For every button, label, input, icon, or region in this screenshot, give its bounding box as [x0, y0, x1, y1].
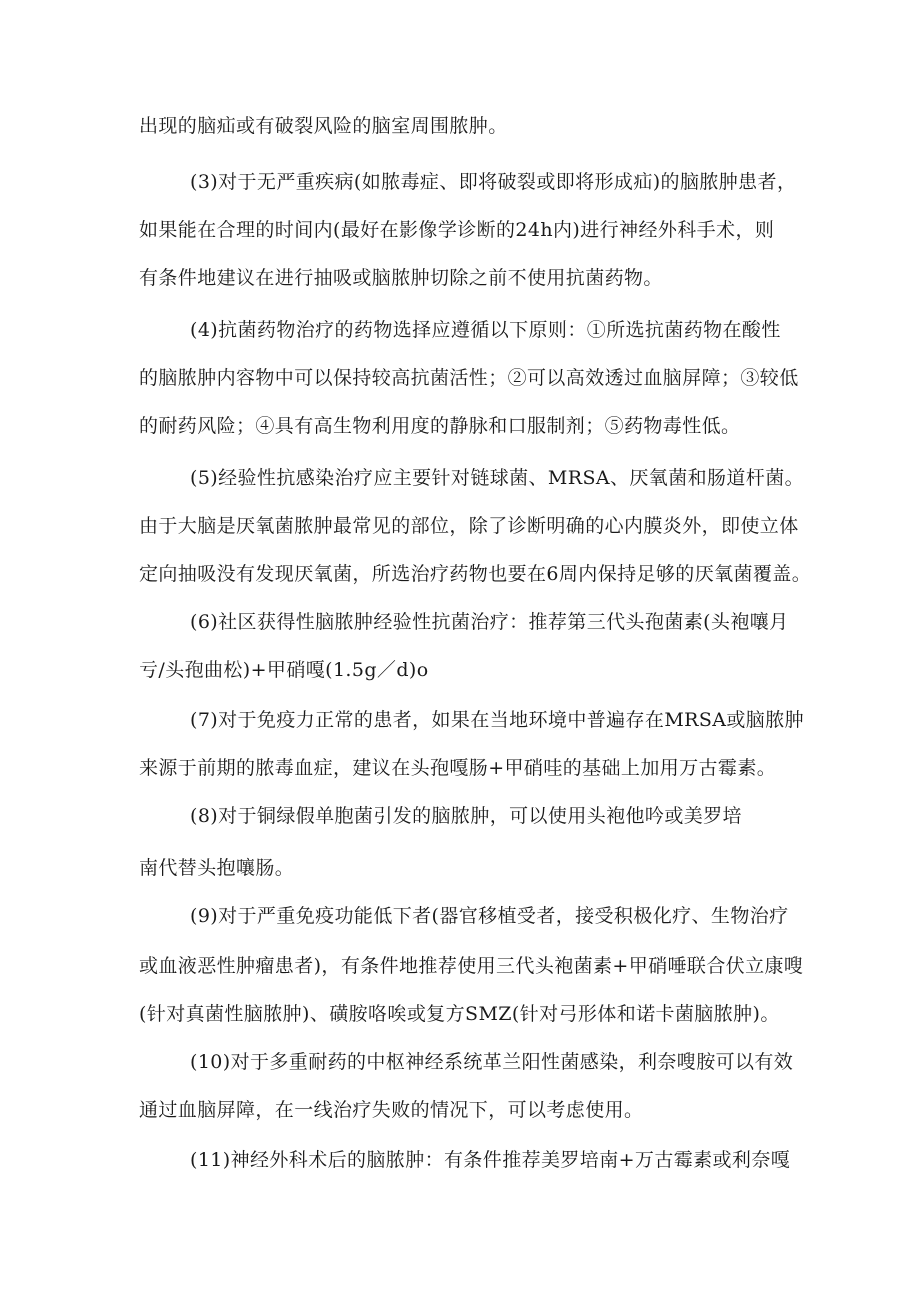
paragraph-3-line-1: (3)对于无严重疾病(如脓毒症、即将破裂或即将形成疝)的脑脓肿患者， [190, 171, 797, 193]
paragraph-8-line-1: (8)对于铜绿假单胞菌引发的脑脓肿，可以使用头袍他吟或美罗培 [190, 805, 742, 827]
paragraph-9-line-3: (针对真菌性脑脓肿)、磺胺咯唉或复方SMZ(针对弓形体和诺卡菌脑脓肿)。 [139, 1003, 780, 1025]
paragraph-4-line-2: 的脑脓肿内容物中可以保持较高抗菌活性；②可以高效透过血脑屏障；③较低 [139, 367, 799, 389]
paragraph-4-line-3: 的耐药风险；④具有高生物利用度的静脉和口服制剂；⑤药物毒性低。 [139, 415, 741, 437]
paragraph-7-line-1: (7)对于免疫力正常的患者，如果在当地环境中普遍存在MRSA或脑脓肿 [190, 709, 805, 731]
paragraph-6-line-1: (6)社区获得性脑脓肿经验性抗菌治疗：推荐第三代头孢菌素(头袍嚷月 [190, 611, 789, 633]
paragraph-10-line-2: 通过血脑屏障，在一线治疗失败的情况下，可以考虑使用。 [139, 1099, 644, 1121]
paragraph-8-line-2: 南代替头抱嚷肠。 [139, 857, 295, 879]
paragraph-3-line-3: 有条件地建议在进行抽吸或脑脓肿切除之前不使用抗菌药物。 [139, 267, 663, 289]
paragraph-9-line-2: 或血液恶性肿瘤患者)，有条件地推荐使用三代头袍菌素+甲硝唾联合伏立康嗖 [139, 955, 804, 977]
paragraph-6-line-2: 亏/头孢曲松)+甲硝嘎(1.5g／d)o [139, 659, 429, 681]
paragraph-9-line-1: (9)对于严重免疫功能低下者(器官移植受者，接受积极化疗、生物治疗 [190, 905, 789, 927]
paragraph-11-line-1: (11)神经外科术后的脑脓肿：有条件推荐美罗培南+万古霉素或利奈嘎 [190, 1149, 791, 1171]
paragraph-5-line-3: 定向抽吸没有发现厌氧菌，所选治疗药物也要在6周内保持足够的厌氧菌覆盖。 [139, 563, 812, 585]
paragraph-4-line-1: (4)抗菌药物治疗的药物选择应遵循以下原则：①所选抗菌药物在酸性 [190, 319, 781, 341]
text-line: 出现的脑疝或有破裂风险的脑室周围脓肿。 [139, 115, 508, 137]
paragraph-10-line-1: (10)对于多重耐药的中枢神经系统革兰阳性菌感染，利奈嗖胺可以有效 [190, 1051, 794, 1073]
paragraph-5-line-2: 由于大脑是厌氧菌脓肿最常见的部位，除了诊断明确的心内膜炎外，即使立体 [139, 515, 799, 537]
paragraph-5-line-1: (5)经验性抗感染治疗应主要针对链球菌、MRSA、厌氧菌和肠道杆菌。 [190, 467, 805, 489]
paragraph-3-line-2: 如果能在合理的时间内(最好在影像学诊断的24h内)进行神经外科手术，则 [139, 219, 775, 241]
paragraph-7-line-2: 来源于前期的脓毒血症，建议在头孢嘎肠+甲硝哇的基础上加用万古霉素。 [139, 757, 777, 779]
